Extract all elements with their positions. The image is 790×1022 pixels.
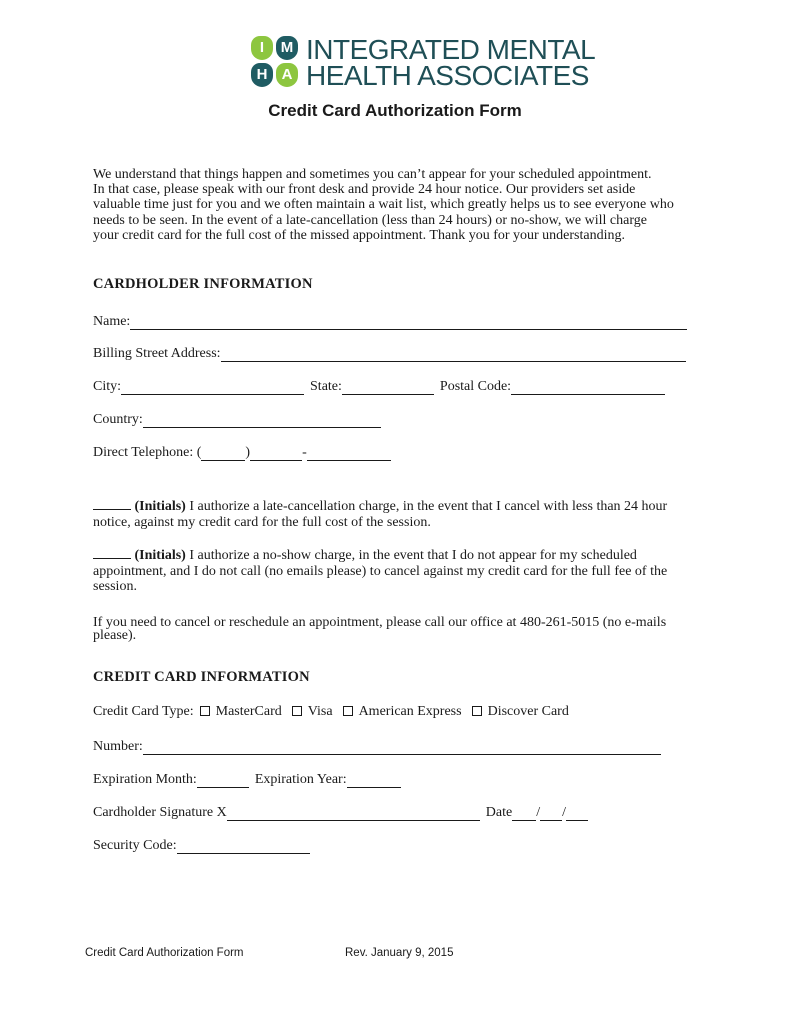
state-label: State: bbox=[310, 379, 342, 394]
discover-checkbox[interactable] bbox=[472, 706, 482, 716]
expiration-month-field[interactable] bbox=[197, 772, 249, 788]
card-type-label: Credit Card Type: bbox=[93, 704, 194, 719]
security-code-row bbox=[93, 834, 310, 854]
expiration-year-label: Expiration Year: bbox=[254, 772, 347, 787]
expiration-row bbox=[93, 768, 401, 788]
logo-badge-m: M bbox=[276, 36, 298, 60]
no-show-text-3: session. bbox=[93, 579, 137, 594]
signature-row bbox=[93, 801, 588, 821]
intro-paragraph bbox=[93, 167, 725, 243]
logo-badges bbox=[251, 36, 301, 88]
country-field[interactable] bbox=[143, 412, 381, 428]
intro-line: valuable time just for you and we often maintain a wait list, which greatly helps us to see everyone who bbox=[93, 197, 674, 213]
date-label: Date bbox=[485, 805, 513, 820]
date-separator: / bbox=[536, 805, 541, 820]
cancel-info-text-2: please). bbox=[93, 628, 137, 643]
late-cancel-text: I authorize a late-cancellation charge, in the event that I cancel with less than 24 hour bbox=[185, 499, 668, 514]
phone-prefix-field[interactable] bbox=[250, 445, 302, 461]
phone-paren: ) bbox=[245, 445, 251, 460]
city-label: City: bbox=[93, 379, 122, 394]
page-title: Credit Card Authorization Form bbox=[268, 101, 522, 120]
security-code-label: Security Code: bbox=[93, 838, 177, 853]
no-show-text: I authorize a no-show charge, in the event that I do not appear for my scheduled bbox=[185, 548, 637, 563]
date-day-field[interactable] bbox=[540, 805, 562, 821]
cardholder-heading: CARDHOLDER INFORMATION bbox=[93, 276, 313, 292]
name-label: Name: bbox=[93, 314, 131, 329]
no-show-initials-label: (Initials) bbox=[134, 548, 186, 563]
cancel-info-text: If you need to cancel or reschedule an appointment, please call our office at 480-261-5015 (no e-mails bbox=[93, 615, 667, 630]
card-number-field[interactable] bbox=[143, 739, 661, 755]
date-month-field[interactable] bbox=[512, 805, 536, 821]
phone-row bbox=[93, 441, 391, 461]
card-number-label: Number: bbox=[93, 739, 143, 754]
footer-revision: Rev. January 9, 2015 bbox=[345, 947, 454, 959]
logo-text-line2: HEALTH ASSOCIATES bbox=[306, 60, 589, 91]
street-row bbox=[93, 342, 686, 362]
credit-card-heading: CREDIT CARD INFORMATION bbox=[93, 669, 310, 685]
card-number-row bbox=[93, 735, 661, 755]
postal-field[interactable] bbox=[511, 379, 665, 395]
card-type-row bbox=[93, 702, 569, 722]
street-label: Billing Street Address: bbox=[93, 346, 221, 361]
intro-line: In that case, please speak with our front desk and provide 24 hour notice. Our providers set aside bbox=[93, 182, 636, 198]
date-separator: / bbox=[562, 805, 566, 820]
visa-label: Visa bbox=[307, 704, 333, 719]
city-row bbox=[93, 375, 665, 395]
intro-line: We understand that things happen and sometimes you can’t appear for your scheduled appointment. bbox=[93, 167, 652, 182]
name-field[interactable] bbox=[130, 314, 687, 330]
visa-checkbox[interactable] bbox=[292, 706, 302, 716]
phone-label: Direct Telephone: ( bbox=[93, 445, 202, 460]
american-express-checkbox[interactable] bbox=[343, 706, 353, 716]
state-field[interactable] bbox=[342, 379, 434, 395]
no-show-authorization bbox=[93, 545, 713, 595]
mastercard-label: MasterCard bbox=[215, 704, 282, 719]
country-label: Country: bbox=[93, 412, 143, 427]
logo-badge-i: I bbox=[251, 36, 273, 60]
discover-label: Discover Card bbox=[487, 704, 569, 719]
cancel-info bbox=[93, 616, 713, 642]
expiration-month-label: Expiration Month: bbox=[93, 772, 197, 787]
phone-area-code-field[interactable] bbox=[201, 445, 245, 461]
american-express-label: American Express bbox=[358, 704, 462, 719]
name-row bbox=[93, 310, 687, 330]
country-row bbox=[93, 408, 381, 428]
no-show-initials-field[interactable] bbox=[93, 545, 131, 559]
mastercard-checkbox[interactable] bbox=[200, 706, 210, 716]
signature-label: Cardholder Signature X bbox=[93, 805, 227, 820]
late-cancel-initials-field[interactable] bbox=[93, 496, 131, 510]
late-cancel-authorization bbox=[93, 496, 713, 530]
postal-label: Postal Code: bbox=[439, 379, 512, 394]
logo-badge-a: A bbox=[276, 63, 298, 87]
phone-line-field[interactable] bbox=[307, 445, 391, 461]
security-code-field[interactable] bbox=[177, 838, 310, 854]
expiration-year-field[interactable] bbox=[347, 772, 401, 788]
intro-line: needs to be seen. In the event of a late-cancellation (less than 24 hours) or no-show, we will charge bbox=[93, 212, 647, 228]
city-field[interactable] bbox=[121, 379, 304, 395]
late-cancel-text-2: notice, against my credit card for the full cost of the session. bbox=[93, 514, 431, 530]
logo-badge-h: H bbox=[251, 63, 273, 87]
footer-form-name: Credit Card Authorization Form bbox=[85, 947, 244, 959]
intro-line: your credit card for the full cost of the missed appointment. Thank you for your understanding. bbox=[93, 227, 625, 243]
late-cancel-initials-label: (Initials) bbox=[134, 499, 186, 514]
logo-text-line1: INTEGRATED MENTAL bbox=[306, 34, 596, 65]
street-field[interactable] bbox=[221, 346, 686, 362]
phone-dash: - bbox=[302, 445, 307, 460]
no-show-text-2: appointment, and I do not call (no emails please) to cancel against my credit card for the full fee of the bbox=[93, 563, 668, 579]
signature-field[interactable] bbox=[227, 805, 480, 821]
date-year-field[interactable] bbox=[566, 805, 588, 821]
